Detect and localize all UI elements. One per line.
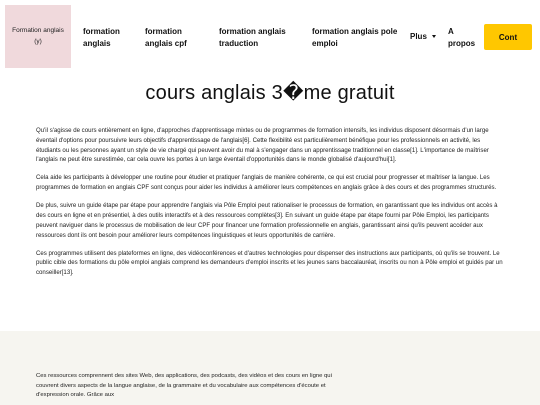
- page-title: cours anglais 3�me gratuit: [145, 82, 395, 104]
- nav-more-dropdown[interactable]: [410, 32, 436, 41]
- nav-link-formation-anglais-cpf[interactable]: [145, 26, 187, 51]
- logo-subtext: (y): [34, 38, 42, 45]
- nav-link-line1: formation anglais: [219, 27, 286, 36]
- nav-link-line2: traduction: [219, 39, 259, 49]
- nav-link-formation-anglais[interactable]: [83, 26, 120, 51]
- nav-link-line2: propos: [448, 39, 476, 49]
- nav-link-line2: emploi: [312, 39, 338, 49]
- nav-link-line2: anglais cpf: [145, 39, 187, 49]
- article-body: [36, 126, 506, 286]
- article-paragraph: Qu'il s'agisse de cours entièrement en ligne, d'approches d'apprentissage mixtes ou de programmes de formation intensifs, les individus disposent désormais d'un large éventail d'options pour poursuivre leurs objectifs d'apprentissage de l'anglais[6]. Cette flexibilité est particulièrement bénéfique pour les professionnels en activité, les étudiants ou les personnes ayant un style de vie chargé qui peuvent avoir du mal à s'engager dans un apprentissage traditionnel en classe[1]. L'importance de maîtriser l'anglais ne peut être surestimée, car cela ouvre les portes à un large éventail d'opportunités dans le monde globalisé d'aujourd'hui[1].: [36, 127, 489, 164]
- nav-link-line1: formation: [145, 27, 182, 36]
- nav-link-a-propos[interactable]: [448, 26, 475, 51]
- site-logo[interactable]: [5, 5, 71, 68]
- resources-section: [0, 331, 540, 405]
- article-paragraph: De plus, suivre un guide étape par étape pour apprendre l'anglais via Pôle Emploi peut rationaliser le processus de formation, en garantissant que les individus ont accès à des cours en ligne et en présentiel, à des outils interactifs et à des ressources complètes[3]. En suivant un guide étape par étape fourni par Pôle Emploi, les participants peuvent naviguer dans le processus de mobilisation de leur CPF pour financer une formation professionnelle en anglais, garantissant ainsi qu'ils peuvent accéder aux ressources dont ils ont besoin pour améliorer leurs compétences linguistiques et leurs opportunités de carrière.: [36, 202, 498, 239]
- nav-link-line2: anglais: [83, 39, 111, 49]
- article-paragraph: Cela aide les participants à développer une routine pour étudier et pratiquer l'anglais de manière cohérente, ce qui est crucial pour progresser et maîtriser la langue. Les programmes de formation en anglais CPF sont conçus pour aider les individus à améliorer leurs compétences en anglais grâce à des cours et des programmes structurés.: [36, 174, 497, 192]
- nav-link-line1: A: [448, 27, 454, 36]
- nav-more-label: Plus: [410, 32, 427, 41]
- nav-link-formation-anglais-pole-emploi[interactable]: [312, 26, 397, 51]
- nav-link-line1: formation: [83, 27, 120, 36]
- article-paragraph: Ces programmes utilisent des plateformes en ligne, des vidéoconférences et d'autres technologies pour dispenser des instructions aux participants, où qu'ils se trouvent. Le public cible des formations du pôle emploi anglais comprend les demandeurs d'emploi inscrits et les jeunes sans baccalauréat, inscrits ou non à Pôle emploi et guidés par un conseiller[13].: [36, 249, 503, 277]
- logo-text: Formation anglais: [12, 27, 64, 35]
- nav-link-line1: formation anglais pole: [312, 27, 398, 36]
- nav-link-formation-anglais-traduction[interactable]: [219, 26, 286, 51]
- resources-paragraph: Ces ressources comprennent des sites Web, des applications, des podcasts, des vidéos et des cours en ligne qui couvrent divers aspects de la langue anglaise, de la grammaire et du vocabulaire aux compétences d'écoute et d'expression orale. Grâce aux: [36, 373, 332, 399]
- chevron-down-icon: [432, 35, 436, 38]
- site-header: [0, 0, 540, 76]
- contact-button[interactable]: Cont: [484, 24, 532, 50]
